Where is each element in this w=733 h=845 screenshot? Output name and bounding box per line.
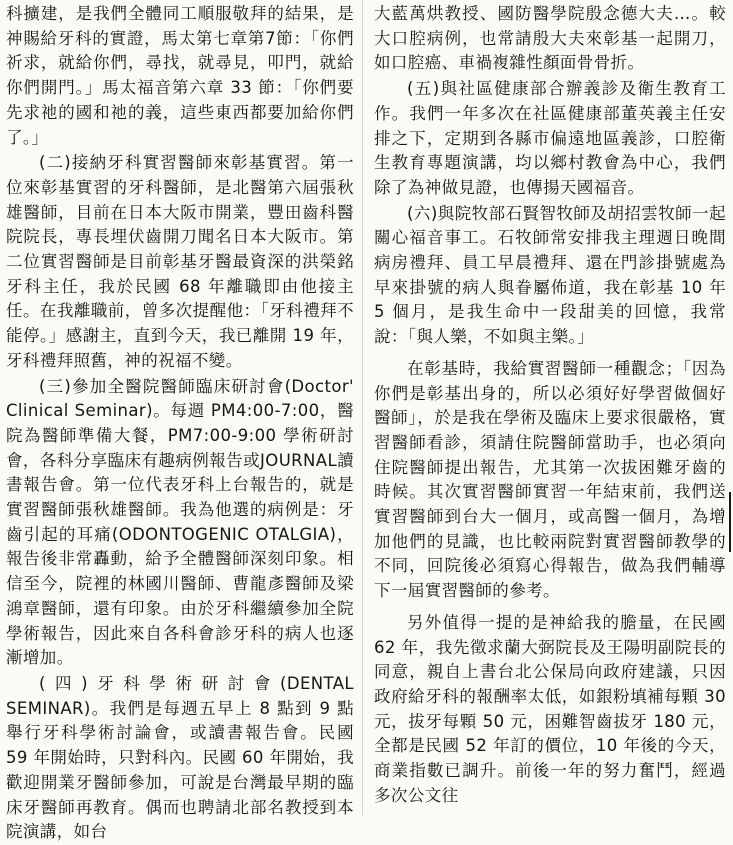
paragraph-community-health: (五)與社區健康部合辦義診及衛生教育工作。我們一年多次在社區健康部董英義主任安排之下，定期到各縣市偏遠地區義診，口腔衛生教育專題演講，均以鄉村教會為中心，我們除了為神做見證，也傳揚天國福音。 — [374, 79, 726, 197]
left-column — [6, 2, 354, 845]
right-column — [374, 2, 726, 809]
paragraph-pastoral-ministry: (六)與院牧部石賢智牧師及胡招雲牧師一起關心福音事工。石牧師常安排我主理週日晚間病房禮拜、員工早晨禮拜、還在門診掛號處為早來掛號的病人與眷屬佈道，我在彰基 10 年 5 個月，是我生命中一段甜美的回憶，我常說：「與人樂，不如與主樂。」 — [374, 203, 726, 347]
paragraph-dental-seminar-continued: 大藍萬烘教授、國防醫學院殷念德大夫…。較大口腔病例，也常請殷大夫來彰基一起開刀，如口腔癌、車禍複雜性顏面骨骨折。 — [374, 4, 726, 73]
paragraph-clinical-seminar: (三)參加全醫院醫師臨床研討會(Doctor' Clinical Seminar)。每週 PM4:00-7:00，醫院為醫師準備大餐，PM7:00-9:00 學術研討會，各科分享臨床有趣病例報告或JOURNAL讀書報告會。第一位代表牙科上台報告的，就是實習醫師張秋雄醫師。我為他選的病例是：牙齒引起的耳痛(ODONTOGENIC OTALGIA)，報告後非常轟動，給予全體醫師深刻印象。相信至今，院裡的林國川醫師、曹龍彥醫師及梁鴻章醫師，還有印象。由於牙科繼續參加全院學術報告，因此來自各科會診牙科的病人也逐漸增加。 — [6, 376, 354, 668]
paragraph-intern-training-concept: 在彰基時，我給實習醫師一種觀念；「因為你們是彰基出身的，所以必須好好學習做個好醫師」，於是我在學術及臨床上要求很嚴格，實習醫師看診，須請住院醫師當助手，也必須向住院醫師提出報告，尤其第一次拔困難牙齒的時候。其次實習醫師實習一年結束前，我們送實習醫師到台大一個月，或高醫一個月，為增加他們的見識，也比較兩院對實習醫師教學的不同，回院後必須寫心得報告，做為我們輔導下一屆實習醫師的參考。 — [374, 358, 726, 601]
paragraph-dental-seminar: (四)牙科學術研討會(DENTAL SEMINAR)。我們是每週五早上 8 點到 9 點舉行牙科學術討論會，或讀書報告會。民國 59 年開始時，只對科內。民國 60 年開始，我歡迎開業牙醫師參加，可說是台灣最早期的臨床牙醫師再教育。偶而也聘請北部名教授到本院演講，如台 — [6, 673, 354, 842]
paragraph-fee-advocacy: 另外值得一提的是神給我的膽量，在民國 62 年，我先徵求蘭大弼院長及王陽明副院長的同意，親自上書台北公保局向政府建議，只因政府給牙科的報酬率太低，如銀粉填補每顆 30 元，拔牙每顆 50 元，困難智齒拔牙 180 元，全都是民國 52 年訂的價位，10 年後的今天，商業指數已調升。前後一年的努力奮鬥，經過多次公文往 — [374, 612, 726, 805]
paragraph-intern-program: (二)接納牙科實習醫師來彰基實習。第一位來彰基實習的牙科醫師，是北醫第六屆張秋雄醫師，目前在日本大阪市開業，豐田齒科醫院院長，專長埋伏齒開刀聞名日本大阪市。第二位實習醫師是目前彰基牙醫最資深的洪榮銘牙科主任，我於民國 68 年離職即由他接主任。在我離職前，曾多次提醒他：「牙科禮拜不能停。」感謝主，直到今天，我已離開 19 年，牙科禮拜照舊，神的祝福不變。 — [6, 153, 354, 370]
column-divider — [362, 0, 363, 815]
scan-edge-mark — [729, 492, 731, 552]
paragraph-intro-continued: 科擴建，是我們全體同工順服敬拜的結果，是神賜給牙科的實證，馬太第七章第7節：「你們祈求，就給你們，尋找，就尋見，叩門，就給你們開門。」馬太福音第六章 33 節：「你們要先求祂的國和祂的義，這些東西都要加給你們了。」 — [6, 4, 354, 147]
